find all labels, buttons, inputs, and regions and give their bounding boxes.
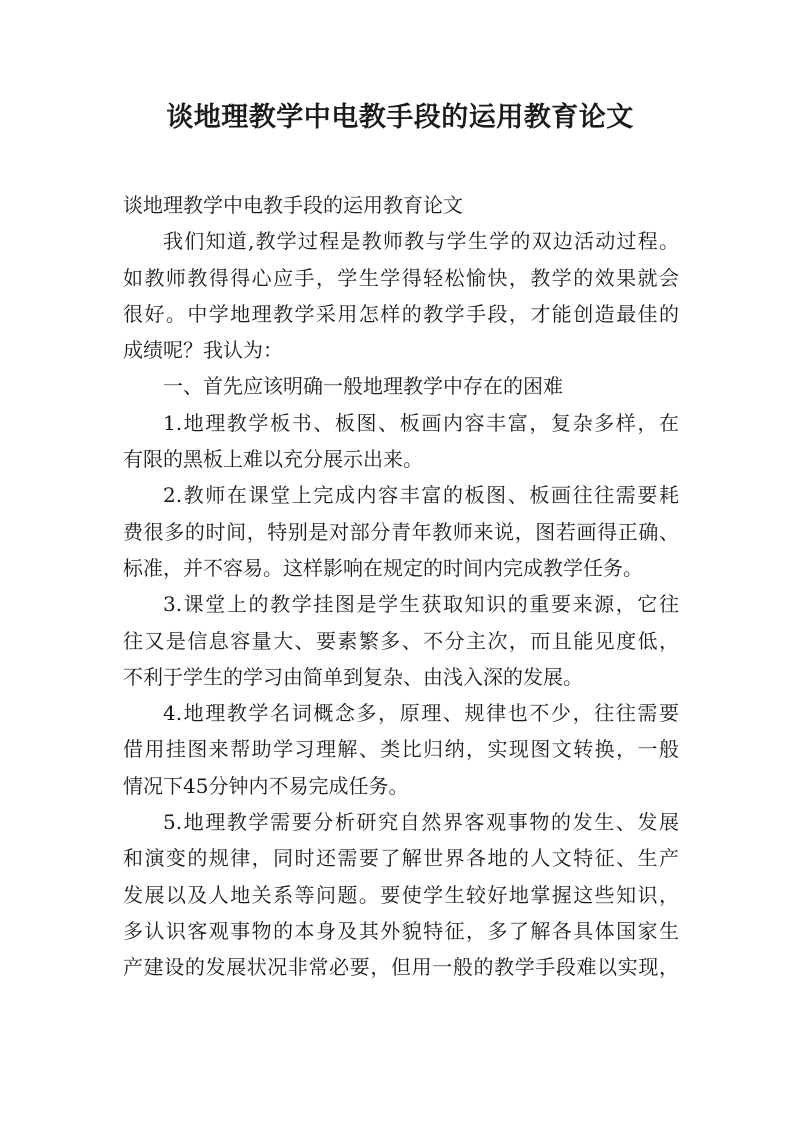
text-line: 如教师教得得心应手，学生学得轻松愉快，教学的效果就会: [123, 265, 679, 290]
text-line: 2.教师在课堂上完成内容丰富的板图、板画往往需要耗: [163, 483, 679, 508]
text-line: 标准，并不容易。这样影响在规定的时间内完成教学任务。: [123, 555, 643, 580]
text-line: 4.地理教学名词概念多，原理、规律也不少，往往需要: [163, 701, 679, 726]
text-line: 有限的黑板上难以充分展示出来。: [123, 447, 423, 472]
text-line: 我们知道,教学过程是教师教与学生学的双边活动过程。: [163, 229, 679, 254]
text-line: 5.地理教学需要分析研究自然界客观事物的发生、发展: [163, 810, 679, 835]
text-line: 谈地理教学中电教手段的运用教育论文: [123, 193, 463, 217]
text-line: 费很多的时间，特别是对部分青年教师来说，图若画得正确、: [123, 519, 679, 544]
text-line: 成绩呢？我认为：: [123, 338, 283, 363]
text-line: 发展以及人地关系等问题。要使学生较好地掌握这些知识，: [123, 882, 679, 907]
document-body: [123, 187, 679, 986]
text-line: 产建设的发展状况非常必要，但用一般的教学手段难以实现，: [123, 955, 679, 980]
text-line: 情况下45分钟内不易完成任务。: [123, 773, 409, 798]
text-line: 一、首先应该明确一般地理教学中存在的困难: [163, 374, 563, 399]
text-line: 往又是信息容量大、要素繁多、不分主次，而且能见度低，: [123, 628, 679, 653]
text-line: 和演变的规律，同时还需要了解世界各地的人文特征、生产: [123, 846, 679, 871]
text-line: 1.地理教学板书、板图、板画内容丰富，复杂多样，在: [163, 410, 679, 435]
text-line: 多认识客观事物的本身及其外貌特征，多了解各具体国家生: [123, 918, 679, 943]
document-title: 谈地理教学中电教手段的运用教育论文: [166, 102, 634, 133]
text-line: 不利于学生的学习由简单到复杂、由浅入深的发展。: [123, 664, 583, 689]
text-line: 3.课堂上的教学挂图是学生获取知识的重要来源，它往: [163, 592, 679, 617]
text-line: 很好。中学地理教学采用怎样的教学手段，才能创造最佳的: [123, 301, 679, 326]
text-line: 借用挂图来帮助学习理解、类比归纳，实现图文转换，一般: [123, 737, 679, 762]
